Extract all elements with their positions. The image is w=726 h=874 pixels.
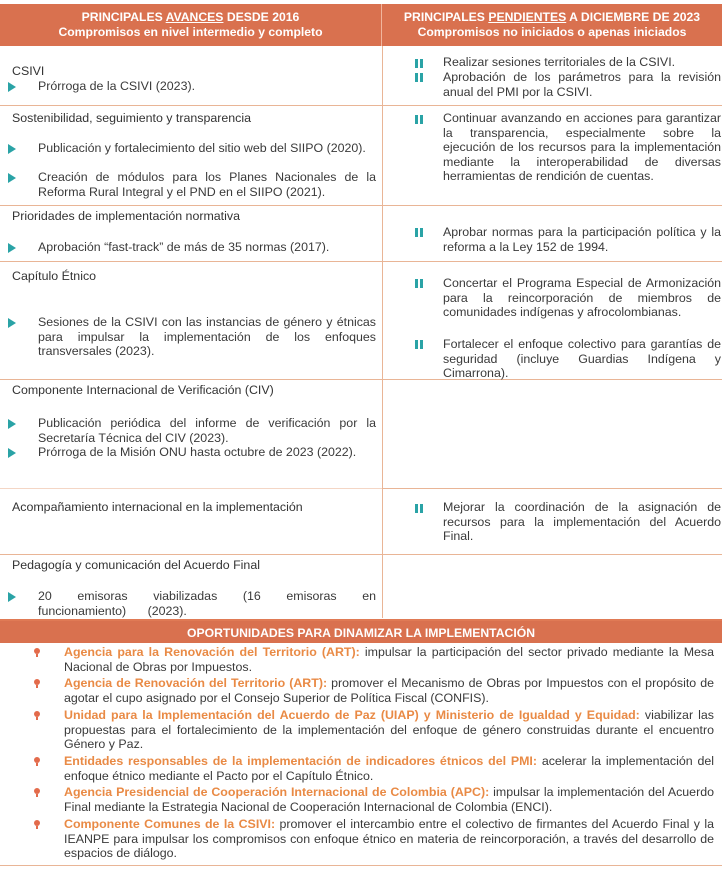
opportunity-item	[64, 676, 714, 705]
teal-triangle-play-icon	[8, 448, 16, 458]
teal-triangle-play-icon	[8, 82, 16, 92]
teal-triangle-play-icon	[8, 419, 16, 429]
advance-item: Prórroga de la Misión ONU hasta octubre de 2023 (2022).	[38, 445, 357, 459]
header-pending	[382, 4, 722, 46]
advance-item: Prórroga de la CSIVI (2023).	[38, 79, 196, 93]
teal-pause-icon	[415, 59, 424, 68]
pending-item: Aprobar normas para la participación política y la reforma a la Ley 152 de 1994.	[443, 225, 721, 254]
teal-pause-icon	[415, 340, 424, 349]
header-pending-underlined: PENDIENTES	[488, 10, 567, 24]
teal-triangle-play-icon	[8, 173, 16, 183]
opportunity-item	[64, 708, 714, 752]
row-topic: Componente Internacional de Verificación (CIV)	[12, 383, 274, 397]
table-header	[0, 4, 722, 46]
opportunity-text: promover el intercambio entre el colectivo de firmantes del Acuerdo Final y la IEANPE para impulsar los compromisos con enfoque étnico en materia de reincorporación, a través del desarrollo de espacios de diálogo.	[64, 817, 714, 861]
opportunity-item	[64, 785, 714, 814]
opportunity-item	[64, 817, 714, 861]
table-row	[0, 106, 722, 206]
lightbulb-icon	[34, 757, 40, 767]
teal-triangle-play-icon	[8, 144, 16, 154]
teal-pause-icon	[415, 115, 424, 124]
header-advances-underlined: AVANCES	[165, 10, 224, 24]
lightbulb-icon	[34, 711, 40, 721]
lightbulb-icon	[34, 788, 40, 798]
opportunity-org: Agencia de Renovación del Territorio (ART):	[64, 676, 328, 690]
header-pending-suffix: A DICIEMBRE DE 2023	[566, 10, 701, 24]
lightbulb-icon	[34, 648, 40, 658]
pending-item: Fortalecer el enfoque colectivo para garantías de seguridad (incluye Guardias Indígena y Cimarrona).	[443, 337, 721, 381]
row-topic: Acompañamiento internacional en la implementación	[12, 500, 303, 514]
pending-item: Aprobación de los parámetros para la revisión anual del PMI por la CSIVI.	[443, 70, 721, 99]
opportunity-org: Agencia para la Renovación del Territorio (ART):	[64, 645, 360, 659]
row-topic: Capítulo Étnico	[12, 269, 97, 283]
opportunities-header: OPORTUNIDADES PARA DINAMIZAR LA IMPLEMENTACIÓN	[0, 619, 722, 643]
table-row	[0, 206, 722, 262]
teal-triangle-play-icon	[8, 318, 16, 328]
bottom-divider	[0, 865, 722, 866]
opportunity-text: promover el Mecanismo de Obras por Impuestos con el propósito de agotar el cupo asignado por el Consejo Superior de Política Fiscal (CONFIS).	[64, 676, 714, 705]
opportunity-org: Agencia Presidencial de Cooperación Internacional de Colombia (APC):	[64, 785, 490, 799]
table-row	[0, 489, 722, 555]
pending-item: Concertar el Programa Especial de Armonización para la reincorporación de miembros de comunidades indígenas y afrocolombianas.	[443, 276, 721, 320]
header-advances-subtitle: Compromisos en nivel intermedio y completo	[58, 25, 323, 39]
header-advances	[0, 4, 382, 46]
row-topic: Prioridades de implementación normativa	[12, 209, 240, 223]
row-topic: CSIVI	[12, 64, 45, 78]
header-advances-prefix: PRINCIPALES	[81, 10, 166, 24]
teal-pause-icon	[415, 504, 424, 513]
header-pending-subtitle: Compromisos no iniciados o apenas iniciados	[417, 25, 687, 39]
advance-item: 20 emisoras viabilizadas (16 emisoras en funcionamiento) (2023).	[38, 589, 376, 618]
table-row	[0, 555, 722, 618]
teal-pause-icon	[415, 73, 424, 82]
opportunity-org: Componente Comunes de la CSIVI:	[64, 817, 276, 831]
row-topic: Pedagogía y comunicación del Acuerdo Final	[12, 558, 260, 572]
teal-triangle-play-icon	[8, 592, 16, 602]
advance-item: Sesiones de la CSIVI con las instancias de género y étnicas para impulsar la implementación de los enfoques transversales (2023).	[38, 315, 376, 359]
teal-triangle-play-icon	[8, 243, 16, 253]
opportunity-text: impulsar la implementación del Acuerdo Final mediante la Estrategia Nacional de Cooperación Internacional de Colombia (ENCI).	[64, 785, 714, 814]
advance-item: Publicación periódica del informe de verificación por la Secretaría Técnica del CIV (2023).	[38, 416, 376, 445]
opportunity-org: Entidades responsables de la implementación de indicadores étnicos del PMI:	[64, 754, 537, 768]
opportunity-text: viabilizar las propuestas para el fortalecimiento de la implementación del enfoque de género construidas durante el encuentro Género y Paz.	[64, 708, 714, 752]
opportunity-text: acelerar la implementación del enfoque étnico mediante el Pacto por el Capítulo Étnico.	[64, 754, 714, 783]
row-topic: Sostenibilidad, seguimiento y transparencia	[12, 111, 252, 125]
advance-item: Creación de módulos para los Planes Nacionales de la Reforma Rural Integral y el PND en el SIIPO (2021).	[38, 170, 376, 199]
table-row	[0, 262, 722, 380]
pending-item: Mejorar la coordinación de la asignación de recursos para la implementación del Acuerdo Final.	[443, 500, 721, 544]
pending-item: Continuar avanzando en acciones para garantizar la transparencia, especialmente sobre la ejecución de los recursos para la implementación mediante la interoperabilidad de diversas herramientas de rendición de cuentas.	[443, 111, 721, 184]
advance-item: Publicación y fortalecimiento del sitio web del SIIPO (2020).	[38, 141, 366, 155]
opportunity-item	[64, 645, 714, 674]
table-row	[0, 380, 722, 489]
pending-item: Realizar sesiones territoriales de la CSIVI.	[443, 55, 676, 69]
opportunity-org: Unidad para la Implementación del Acuerdo de Paz (UIAP) y Ministerio de Igualdad y Equidad:	[64, 708, 640, 722]
table-row	[0, 46, 722, 106]
advance-item: Aprobación “fast-track” de más de 35 normas (2017).	[38, 240, 330, 254]
opportunity-text: impulsar la participación del sector privado mediante la Mesa Nacional de Obras por Impuestos.	[64, 645, 715, 674]
lightbulb-icon	[34, 679, 40, 689]
header-advances-suffix: DESDE 2016	[223, 10, 300, 24]
teal-pause-icon	[415, 279, 424, 288]
teal-pause-icon	[415, 228, 424, 237]
header-pending-prefix: PRINCIPALES	[403, 10, 489, 24]
lightbulb-icon	[34, 820, 40, 830]
opportunity-item	[64, 754, 714, 783]
